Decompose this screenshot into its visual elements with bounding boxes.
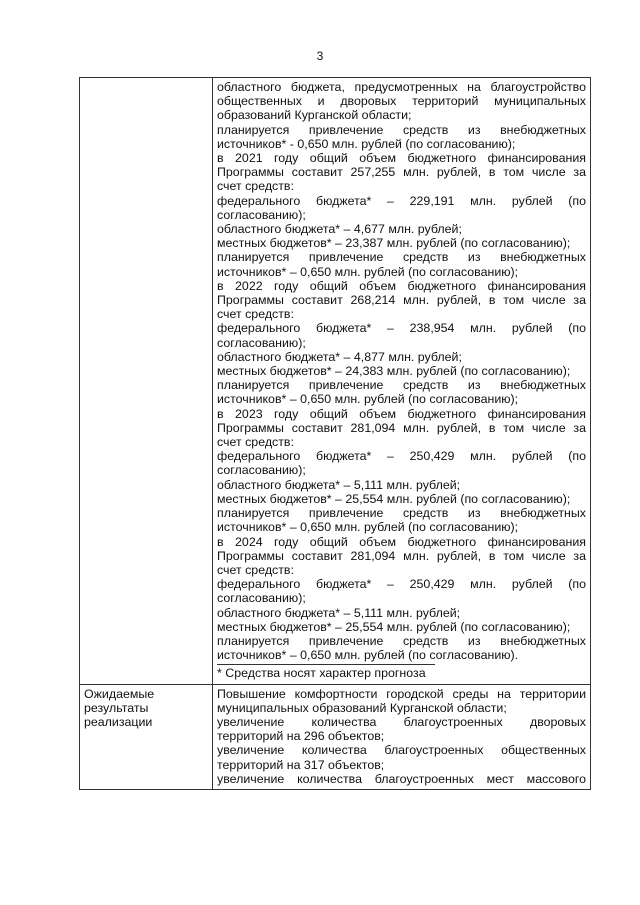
text-line: счет средств:	[217, 435, 294, 450]
text-line: местных бюджетов* – 23,387 млн. рублей (по согласованию);	[217, 236, 571, 251]
text-line: источников* - 0,650 млн. рублей (по согласованию);	[217, 136, 516, 151]
text-line: Программы составит 281,094 млн. рублей, в том числе за	[217, 420, 586, 435]
results-label-line: реализации	[84, 714, 153, 729]
text-line: федерального бюджета* – 250,429 млн. рублей (по	[217, 449, 586, 464]
results-content-cell	[213, 684, 591, 789]
text-line: муниципальных образований Курганской области;	[217, 700, 507, 715]
text-line: источников* – 0,650 млн. рублей (по согласованию);	[217, 264, 519, 279]
text-line: счет средств:	[217, 307, 294, 322]
text-line: в 2024 году общий объем бюджетного финансирования	[217, 534, 586, 549]
footnote-divider	[217, 664, 435, 665]
text-line: согласованию);	[217, 463, 306, 478]
text-line: увеличение количества благоустроенных общественных	[217, 743, 586, 758]
footnote: * Средства носят характер прогноза	[217, 666, 426, 681]
text-line: территорий на 317 объектов;	[217, 757, 385, 772]
text-line: источников* – 0,650 млн. рублей (по согласованию);	[217, 520, 519, 535]
text-line: увеличение количества благоустроенных дворовых	[217, 714, 586, 729]
text-line: планируется привлечение средств из внебюджетных	[217, 633, 586, 648]
page-number: 3	[316, 49, 324, 63]
text-line: увеличение количества благоустроенных мест массового	[217, 771, 586, 786]
text-line: областного бюджета* – 4,877 млн. рублей;	[217, 349, 462, 364]
results-label-cell	[80, 684, 213, 789]
text-line: источников* – 0,650 млн. рублей (по согласованию).	[217, 648, 519, 663]
text-line: местных бюджетов* – 24,383 млн. рублей (по согласованию);	[217, 364, 571, 379]
text-line: областного бюджета* – 5,111 млн. рублей;	[217, 477, 461, 492]
text-line: территорий на 296 объектов;	[217, 729, 385, 744]
financing-text	[217, 80, 586, 662]
results-row	[80, 684, 591, 789]
text-line: общественных и дворовых территорий муниципальных	[217, 94, 586, 109]
results-label-line: результаты	[84, 700, 149, 715]
text-line: образований Курганской области;	[217, 108, 412, 123]
results-text	[217, 687, 586, 786]
text-line: Программы составит 257,255 млн. рублей, в том числе за	[217, 165, 586, 180]
text-line: планируется привлечение средств из внебюджетных	[217, 122, 586, 137]
text-line: счет средств:	[217, 562, 294, 577]
text-line: федерального бюджета* – 238,954 млн. рублей (по	[217, 321, 586, 336]
text-line: областного бюджета, предусмотренных на благоустройство	[217, 80, 586, 94]
financing-row	[80, 78, 591, 685]
text-line: в 2023 году общий объем бюджетного финансирования	[217, 406, 586, 421]
text-line: согласованию);	[217, 335, 306, 350]
text-line: местных бюджетов* – 25,554 млн. рублей (по согласованию);	[217, 619, 571, 634]
text-line: федерального бюджета* – 250,429 млн. рублей (по	[217, 577, 586, 592]
text-line: планируется привлечение средств из внебюджетных	[217, 378, 586, 393]
financing-label-cell	[80, 78, 213, 685]
text-line: областного бюджета* – 4,677 млн. рублей;	[217, 222, 462, 237]
text-line: Программы составит 281,094 млн. рублей, в том числе за	[217, 548, 586, 563]
text-line: Повышение комфортности городской среды на территории	[217, 686, 586, 701]
text-line: в 2022 году общий объем бюджетного финансирования	[217, 278, 586, 293]
text-line: планируется привлечение средств из внебюджетных	[217, 250, 586, 265]
text-line: областного бюджета* – 5,111 млн. рублей;	[217, 605, 461, 620]
text-line: согласованию);	[217, 207, 306, 222]
text-line: Программы составит 268,214 млн. рублей, в том числе за	[217, 293, 586, 308]
financing-content-cell	[213, 78, 591, 685]
passport-table	[79, 77, 591, 790]
text-line: планируется привлечение средств из внебюджетных	[217, 506, 586, 521]
text-line: согласованию);	[217, 591, 306, 606]
text-line: счет средств:	[217, 179, 294, 194]
results-label-line: Ожидаемые	[84, 686, 155, 701]
text-line: федерального бюджета* – 229,191 млн. рублей (по	[217, 193, 586, 208]
text-line: источников* – 0,650 млн. рублей (по согласованию);	[217, 392, 519, 407]
text-line: в 2021 году общий объем бюджетного финансирования	[217, 151, 586, 166]
text-line: местных бюджетов* – 25,554 млн. рублей (по согласованию);	[217, 491, 571, 506]
